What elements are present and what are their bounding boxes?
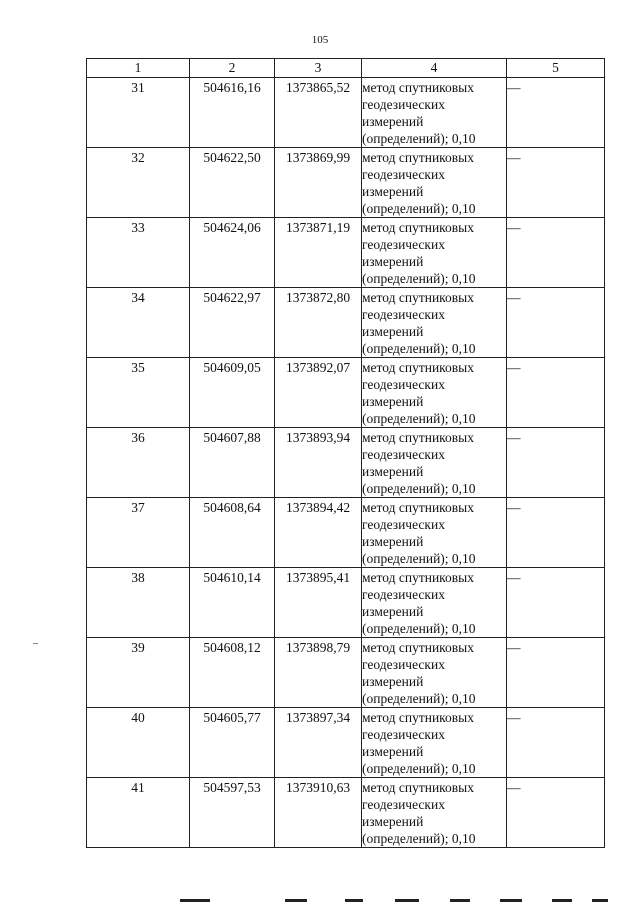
y-coordinate-cell: 1373898,79 (275, 638, 362, 708)
column-header-2: 2 (190, 59, 275, 78)
x-coordinate-cell: 504607,88 (190, 428, 275, 498)
table-body (87, 78, 605, 848)
table-row (87, 778, 605, 848)
y-coordinate-cell: 1373871,19 (275, 218, 362, 288)
scan-margin-mark (33, 643, 38, 644)
point-number-cell: 31 (87, 78, 190, 148)
y-coordinate-cell: 1373872,80 (275, 288, 362, 358)
point-number-cell: 35 (87, 358, 190, 428)
method-cell: метод спутниковых геодезических измерений (определений); 0,10 (362, 778, 507, 848)
note-cell: — (507, 638, 605, 708)
y-coordinate-cell: 1373865,52 (275, 78, 362, 148)
method-cell: метод спутниковых геодезических измерений (определений); 0,10 (362, 568, 507, 638)
x-coordinate-cell: 504608,64 (190, 498, 275, 568)
point-number-cell: 33 (87, 218, 190, 288)
note-cell: — (507, 148, 605, 218)
table-row (87, 218, 605, 288)
table-row (87, 638, 605, 708)
table-header-row (87, 59, 605, 78)
table-row (87, 498, 605, 568)
note-cell: — (507, 778, 605, 848)
method-cell: метод спутниковых геодезических измерений (определений); 0,10 (362, 148, 507, 218)
point-number-cell: 38 (87, 568, 190, 638)
y-coordinate-cell: 1373910,63 (275, 778, 362, 848)
note-cell: — (507, 708, 605, 778)
table-row (87, 148, 605, 218)
y-coordinate-cell: 1373895,41 (275, 568, 362, 638)
x-coordinate-cell: 504622,97 (190, 288, 275, 358)
note-cell: — (507, 288, 605, 358)
method-cell: метод спутниковых геодезических измерений (определений); 0,10 (362, 78, 507, 148)
table-row (87, 428, 605, 498)
point-number-cell: 32 (87, 148, 190, 218)
note-cell: — (507, 428, 605, 498)
x-coordinate-cell: 504597,53 (190, 778, 275, 848)
point-number-cell: 34 (87, 288, 190, 358)
column-header-4: 4 (362, 59, 507, 78)
x-coordinate-cell: 504624,06 (190, 218, 275, 288)
method-cell: метод спутниковых геодезических измерений (определений); 0,10 (362, 638, 507, 708)
note-cell: — (507, 78, 605, 148)
method-cell: метод спутниковых геодезических измерений (определений); 0,10 (362, 428, 507, 498)
note-cell: — (507, 358, 605, 428)
point-number-cell: 36 (87, 428, 190, 498)
page-number: 105 (311, 34, 329, 46)
column-header-3: 3 (275, 59, 362, 78)
table-row (87, 708, 605, 778)
x-coordinate-cell: 504605,77 (190, 708, 275, 778)
point-number-cell: 39 (87, 638, 190, 708)
point-number-cell: 37 (87, 498, 190, 568)
column-header-5: 5 (507, 59, 605, 78)
x-coordinate-cell: 504610,14 (190, 568, 275, 638)
table-row (87, 568, 605, 638)
method-cell: метод спутниковых геодезических измерений (определений); 0,10 (362, 218, 507, 288)
x-coordinate-cell: 504609,05 (190, 358, 275, 428)
cut-off-next-row-marks (180, 897, 610, 905)
method-cell: метод спутниковых геодезических измерений (определений); 0,10 (362, 498, 507, 568)
note-cell: — (507, 568, 605, 638)
table-row (87, 288, 605, 358)
x-coordinate-cell: 504622,50 (190, 148, 275, 218)
x-coordinate-cell: 504608,12 (190, 638, 275, 708)
point-number-cell: 41 (87, 778, 190, 848)
y-coordinate-cell: 1373893,94 (275, 428, 362, 498)
note-cell: — (507, 498, 605, 568)
note-cell: — (507, 218, 605, 288)
method-cell: метод спутниковых геодезических измерений (определений); 0,10 (362, 708, 507, 778)
point-number-cell: 40 (87, 708, 190, 778)
y-coordinate-cell: 1373894,42 (275, 498, 362, 568)
y-coordinate-cell: 1373897,34 (275, 708, 362, 778)
y-coordinate-cell: 1373892,07 (275, 358, 362, 428)
y-coordinate-cell: 1373869,99 (275, 148, 362, 218)
column-header-1: 1 (87, 59, 190, 78)
coordinates-table (86, 58, 605, 848)
method-cell: метод спутниковых геодезических измерений (определений); 0,10 (362, 358, 507, 428)
method-cell: метод спутниковых геодезических измерений (определений); 0,10 (362, 288, 507, 358)
table-row (87, 78, 605, 148)
x-coordinate-cell: 504616,16 (190, 78, 275, 148)
table-row (87, 358, 605, 428)
